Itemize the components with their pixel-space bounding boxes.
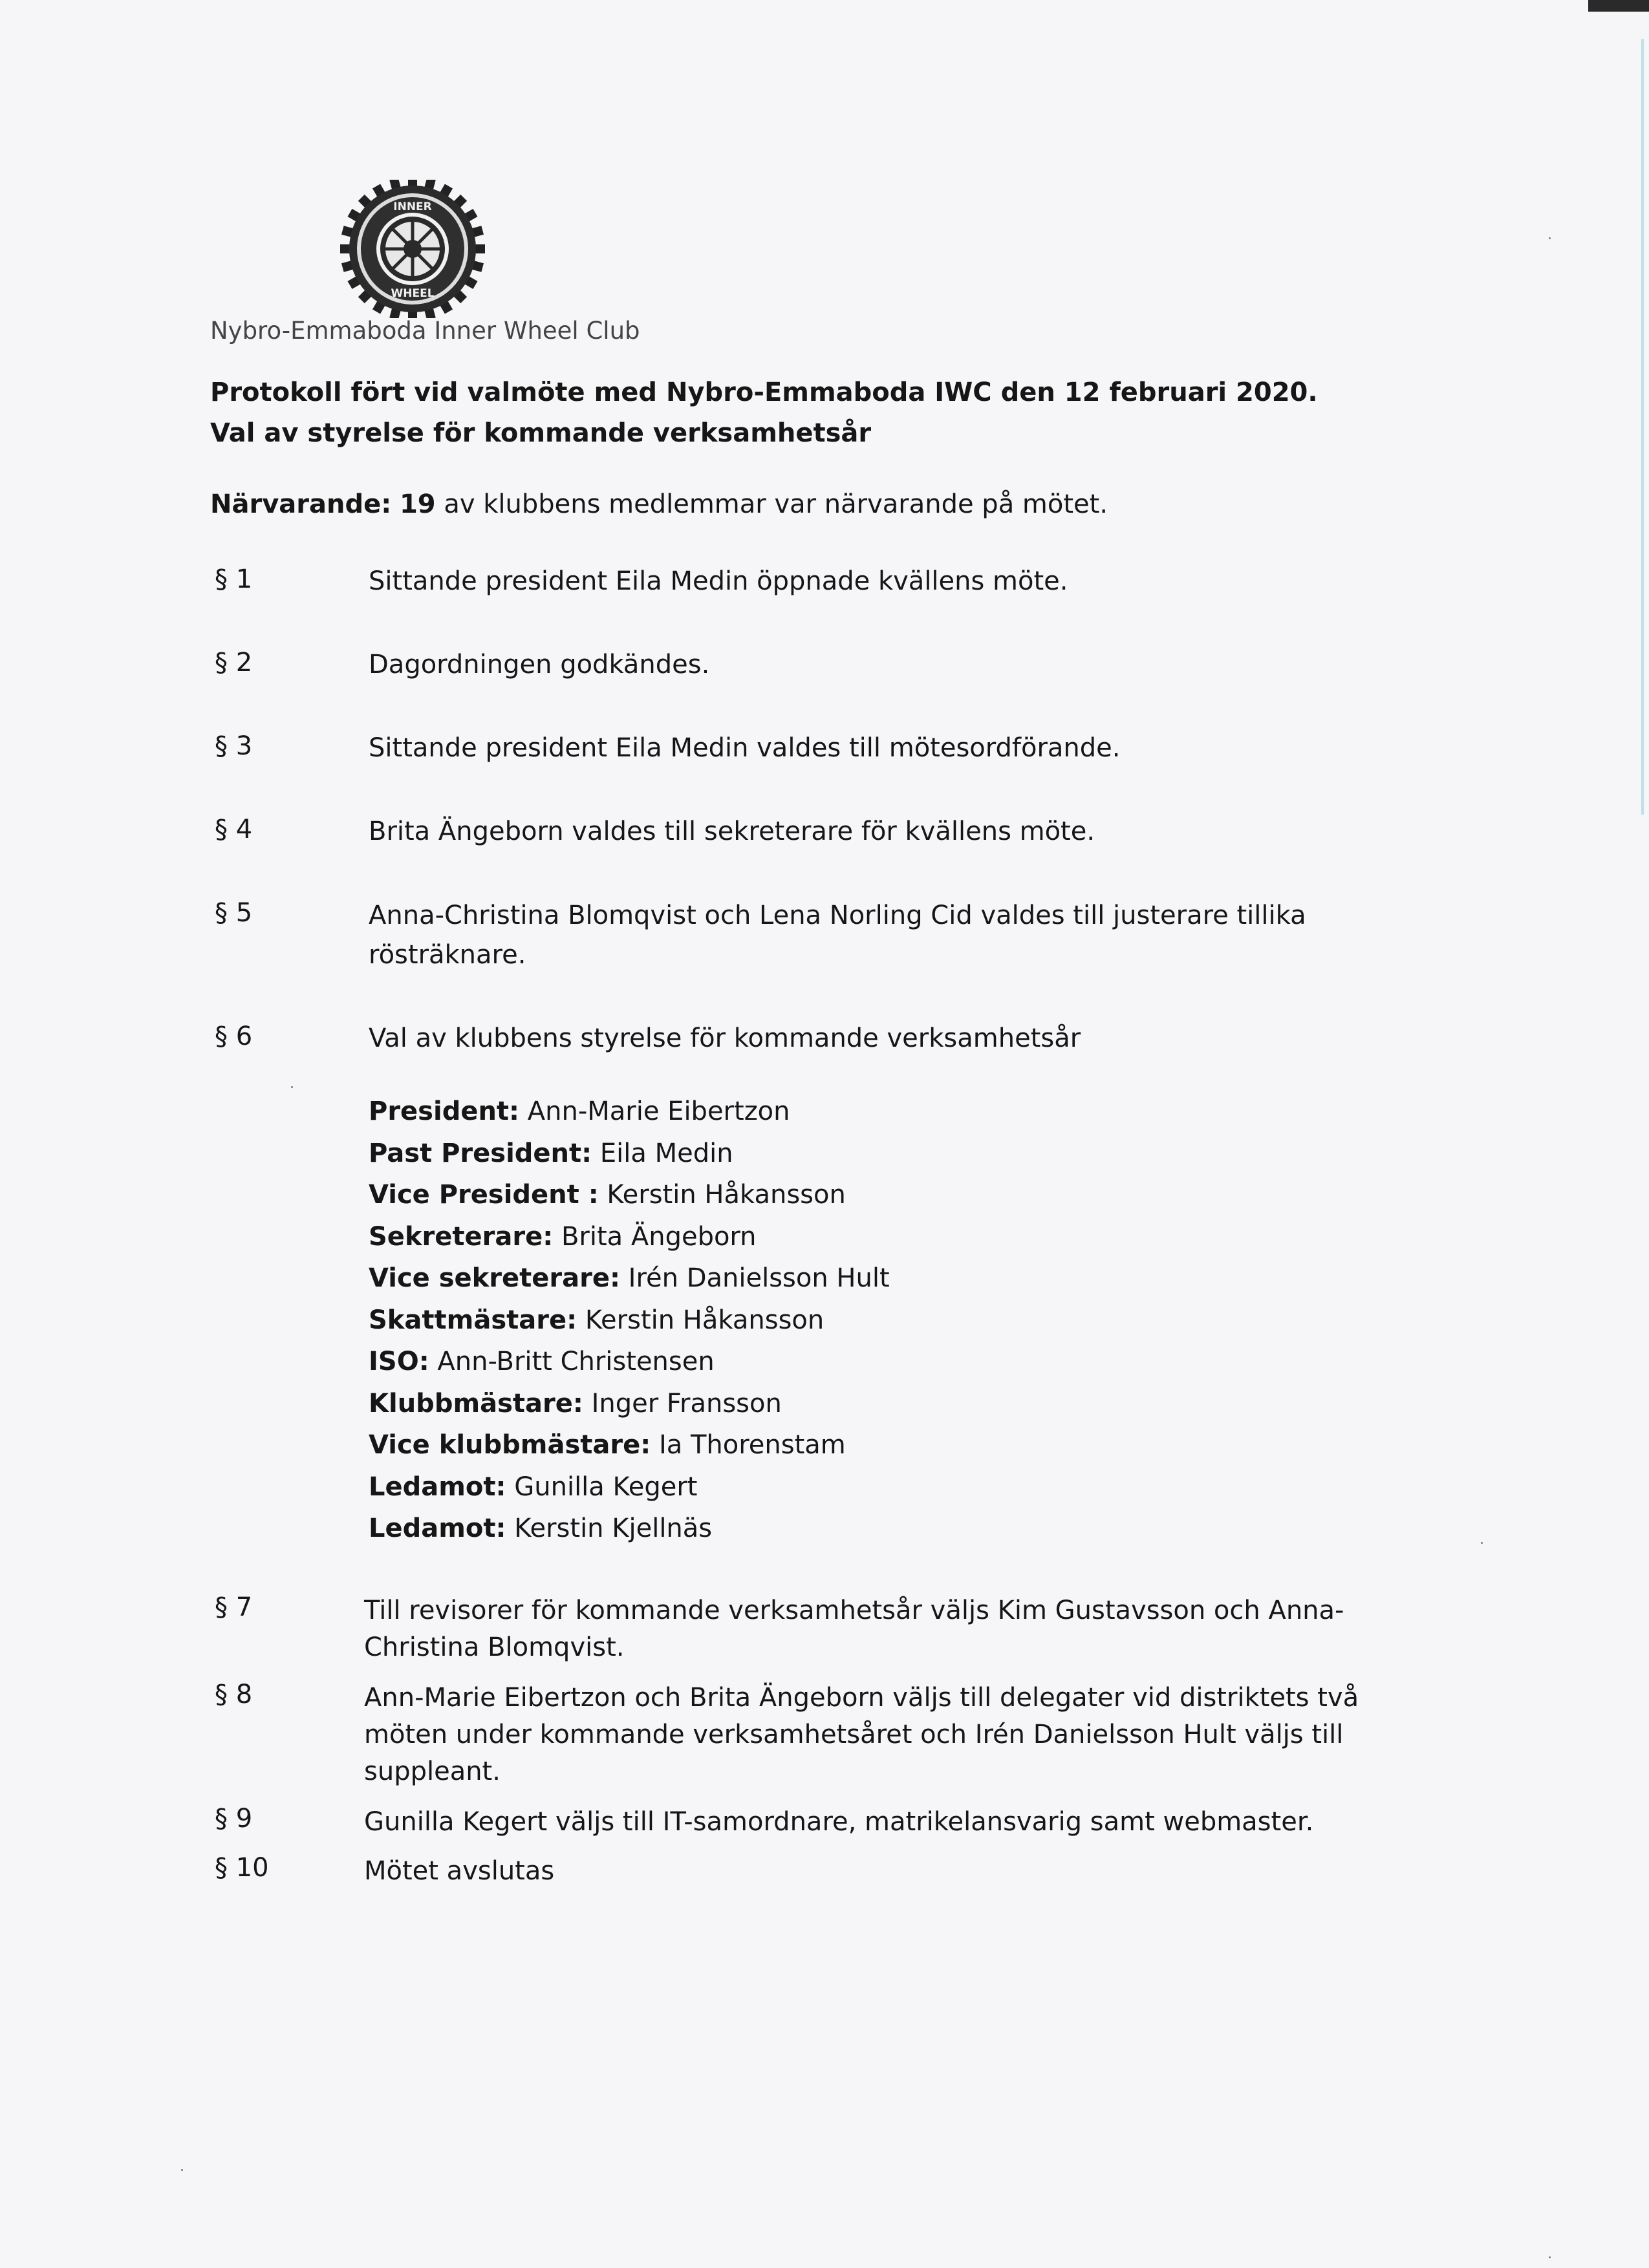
paragraph-line: Val av klubbens styrelse för kommande verksamhetsår [369, 1023, 1081, 1053]
board-member [369, 1133, 890, 1175]
scan-speck [1549, 2256, 1551, 2258]
scan-speck [1549, 237, 1551, 239]
paragraph-line: Anna-Christina Blomqvist och Lena Norling Cid valdes till justerare tillika [369, 901, 1306, 930]
paragraph-number: § 7 [215, 1592, 253, 1622]
board-role: Past President: [369, 1138, 592, 1168]
paragraph-text [369, 1019, 1081, 1058]
board-role: Vice President : [369, 1180, 599, 1210]
paragraph-line: Ann-Marie Eibertzon och Brita Ängeborn väljs till delegater vid distriktets två [364, 1683, 1359, 1713]
document-title: Protokoll fört vid valmöte med Nybro-Emmaboda IWC den 12 februari 2020. [210, 378, 1318, 407]
paragraph-text [369, 729, 1120, 768]
scan-edge-line [1641, 39, 1644, 815]
paragraph-number: § 3 [215, 731, 253, 761]
paragraph-text [364, 1592, 1344, 1666]
paragraph-line: Dagordningen godkändes. [369, 650, 710, 679]
attendance-count: 19 [399, 489, 436, 519]
paragraph-text [369, 812, 1095, 851]
attendance-text: av klubbens medlemmar var närvarande på mötet. [444, 489, 1108, 519]
paragraph-line: Brita Ängeborn valdes till sekreterare för kvällens möte. [369, 817, 1095, 846]
document-subtitle: Val av styrelse för kommande verksamhetsår [210, 418, 872, 448]
paragraph-text [369, 645, 709, 685]
paragraph-line: rösträknare. [369, 940, 526, 970]
board-member [369, 1091, 890, 1133]
board-name: Kerstin Håkansson [607, 1180, 846, 1210]
board-name: Brita Ängeborn [561, 1221, 757, 1252]
paragraph-text [369, 562, 1068, 601]
paragraph-number: § 5 [215, 898, 253, 928]
paragraph-text [364, 1804, 1313, 1841]
board-member [369, 1424, 890, 1466]
board-name: Ann-Marie Eibertzon [527, 1097, 790, 1126]
attendance-label: Närvarande: [210, 489, 392, 519]
inner-wheel-logo-icon [335, 180, 490, 318]
board-name: Kerstin Kjellnäs [514, 1514, 713, 1543]
paragraph-line: Sittande president Eila Medin öppnade kvällens möte. [369, 566, 1068, 596]
board-name: Eila Medin [599, 1138, 733, 1168]
paragraph-line: Sittande president Eila Medin valdes till mötesordförande. [369, 733, 1121, 763]
board-member [369, 1257, 890, 1300]
paragraph-number: § 9 [215, 1804, 253, 1834]
paragraph-number: § 6 [215, 1022, 253, 1051]
paragraph-line: suppleant. [364, 1757, 501, 1786]
board-name: Ia Thorenstam [658, 1430, 846, 1460]
scan-speck [1481, 1542, 1483, 1544]
board-member [369, 1341, 890, 1383]
board-member [369, 1383, 890, 1425]
board-role: Vice sekreterare: [369, 1263, 620, 1293]
paragraph-line: Gunilla Kegert väljs till IT-samordnare, matrikelansvarig samt webmaster. [364, 1807, 1314, 1837]
board-name: Irén Danielsson Hult [628, 1263, 890, 1293]
paragraph-number: § 10 [215, 1853, 269, 1883]
board-role: President: [369, 1097, 520, 1126]
scan-speck [291, 1086, 293, 1088]
board-member [369, 1466, 890, 1508]
paragraph-number: § 4 [215, 815, 253, 844]
scan-speck [181, 2169, 183, 2171]
board-role: ISO: [369, 1347, 429, 1376]
board-member [369, 1216, 890, 1258]
attendance-line [210, 489, 1108, 519]
board-role: Ledamot: [369, 1514, 506, 1543]
board-name: Kerstin Håkansson [585, 1305, 824, 1335]
board-member [369, 1300, 890, 1342]
board-role: Klubbmästare: [369, 1388, 583, 1418]
scan-corner-mark [1588, 0, 1649, 12]
board-list [369, 1091, 890, 1550]
paragraph-line: Till revisorer för kommande verksamhetsår väljs Kim Gustavsson och Anna- [364, 1596, 1344, 1625]
paragraph-number: § 2 [215, 648, 253, 678]
paragraph-line: Christina Blomqvist. [364, 1632, 625, 1662]
board-role: Ledamot: [369, 1471, 506, 1502]
board-role: Sekreterare: [369, 1221, 554, 1252]
club-name: Nybro-Emmaboda Inner Wheel Club [210, 317, 640, 345]
board-name: Gunilla Kegert [514, 1471, 698, 1502]
paragraph-text [364, 1853, 554, 1890]
board-member [369, 1174, 890, 1216]
board-name: Inger Fransson [591, 1388, 782, 1418]
paragraph-number: § 1 [215, 564, 253, 594]
logo-text-bottom: WHEEL [391, 287, 435, 300]
paragraph-text [364, 1680, 1359, 1790]
paragraph-text [369, 896, 1306, 975]
paragraph-number: § 8 [215, 1680, 253, 1709]
board-name: Ann-Britt Christensen [437, 1347, 715, 1376]
logo-text-top: INNER [393, 200, 432, 213]
paragraph-line: Mötet avslutas [364, 1856, 555, 1886]
board-role: Vice klubbmästare: [369, 1430, 651, 1460]
board-member [369, 1508, 890, 1550]
board-role: Skattmästare: [369, 1305, 577, 1335]
paragraph-line: möten under kommande verksamhetsåret och Irén Danielsson Hult väljs till [364, 1720, 1344, 1749]
